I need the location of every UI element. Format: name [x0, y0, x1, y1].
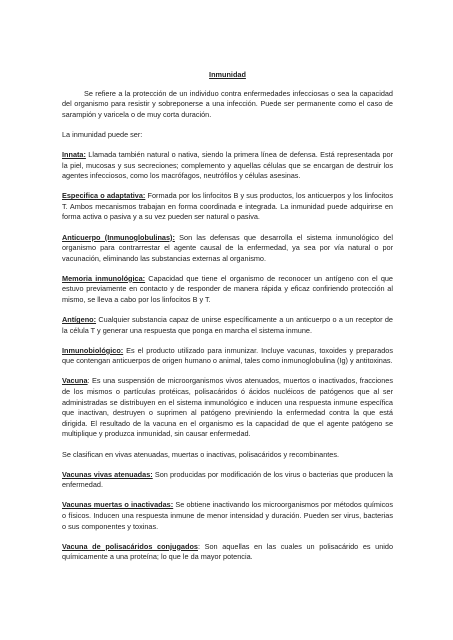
definition-memoria — [62, 274, 393, 306]
definition-term: Inmunobiológico: — [62, 345, 124, 355]
vaccine-type-polisacaridos — [62, 542, 393, 563]
definition-term: Innata: — [62, 149, 86, 159]
definition-text: : Es una suspensión de microorganismos vivos atenuados, muertos o inactivados, fracciones de los mismos o partículas protéicas, polisacáridos ó ácidos nucléicos de patógenos que al ser administradas se distribuyen en el sistema inmunológico e inducen una respuesta inmune específica que inactivan, destruyen o suprimen al patógeno previniendo la enfermedad contra la que está dirigida. El resultado de la vacuna en el organismo es la capacidad de que el agente patógeno se multiplique y produzca inmunidad, sin causar enfermedad. — [62, 376, 393, 439]
vaccine-type-term: Vacunas vivas atenuadas: — [62, 469, 153, 479]
vaccine-type-text: Se obtiene inactivando los microorganismos por métodos químicos o físicos. Inducen una respuesta inmune de menor intensidad y duración. Pueden ser virus, bacterias o sus componentes y toxinas. — [62, 500, 393, 531]
definition-text: Llamada también natural o nativa, siendo la primera línea de defensa. Está representada por la piel, mucosas y sus secreciones; complemento y aquellas células que se encargan de destruir los agentes infecciosos, como los macrófagos, neutrófilos y células asesinas. — [62, 149, 393, 181]
definition-vacuna — [62, 376, 393, 440]
types-intro: La inmunidad puede ser: — [62, 129, 143, 139]
document-title: Inmunidad — [209, 70, 246, 79]
definition-especifica — [62, 191, 393, 223]
classification-paragraph: Se clasifican en vivas atenuadas, muertas o inactivas, polisacáridos y recombinantes. — [62, 449, 340, 459]
definition-term: Memoria inmunológica: — [62, 273, 146, 283]
definition-term: Anticuerpo (Inmunoglobulinas): — [62, 232, 175, 242]
definition-text: Cualquier substancia capaz de unirse específicamente a un anticuerpo o a un receptor de la célula T y generar una respuesta que ponga en marcha el sistema inmune. — [62, 315, 393, 335]
vaccine-type-vivas — [62, 470, 393, 491]
definition-text: Formada por los linfocitos B y sus productos, los anticuerpos y los linfocitos T. Ambos mecanismos trabajan en forma coordinada e integrada. La inmunidad puede adquirirse en forma activa o pasiva y a su vez pueden ser natural o pasiva. — [62, 191, 393, 222]
definition-inmunobiologico — [62, 346, 393, 367]
vaccine-type-term: Vacuna de polisacáridos conjugados — [62, 541, 198, 551]
definition-term: Vacuna — [62, 376, 88, 386]
definition-antigeno — [62, 315, 393, 336]
definition-anticuerpo — [62, 233, 393, 265]
vaccine-type-text: Son producidas por modificación de los virus o bacterias que producen la enfermedad. — [62, 469, 393, 490]
vaccine-type-term: Vacunas muertas o inactivadas: — [62, 500, 174, 510]
intro-paragraph: Se refiere a la protección de un individuo contra enfermedades infecciosas o sea la capacidad del organismo para resistir y sobreponerse a una infección. Puede ser permanente como el caso de sarampión y varicela o de muy corta duración. — [62, 88, 393, 119]
definition-text: Es el producto utilizado para inmunizar. Incluye vacunas, toxoides y preparados que contengan anticuerpos de origen humano o animal, tales como inmunoglobulina (Ig) y antitoxinas. — [62, 345, 393, 366]
definition-text: Capacidad que tiene el organismo de reconocer un antígeno con el que estuvo previamente en contacto y de responder de manera rápida y eficaz confiriendo protección al mismo, se lleva a cabo por los linfocitos B y T. — [62, 273, 393, 304]
definition-term: Especifica o adaptativa: — [62, 191, 146, 201]
definition-innata — [62, 150, 393, 182]
vaccine-type-text: : Son aquellas en las cuales un polisacárido es unido químicamente a una proteína; lo que le da mayor potencia. — [62, 541, 394, 562]
definition-text: Son las defensas que desarrolla el sistema inmunológico del organismo para contrarrestar el agente causal de la enfermedad, ya sea por vía natural o por vacunación, eliminando las substancias externas al organismo. — [62, 232, 393, 263]
vaccine-type-muertas — [62, 500, 393, 532]
definition-term: Antígeno: — [62, 315, 97, 325]
